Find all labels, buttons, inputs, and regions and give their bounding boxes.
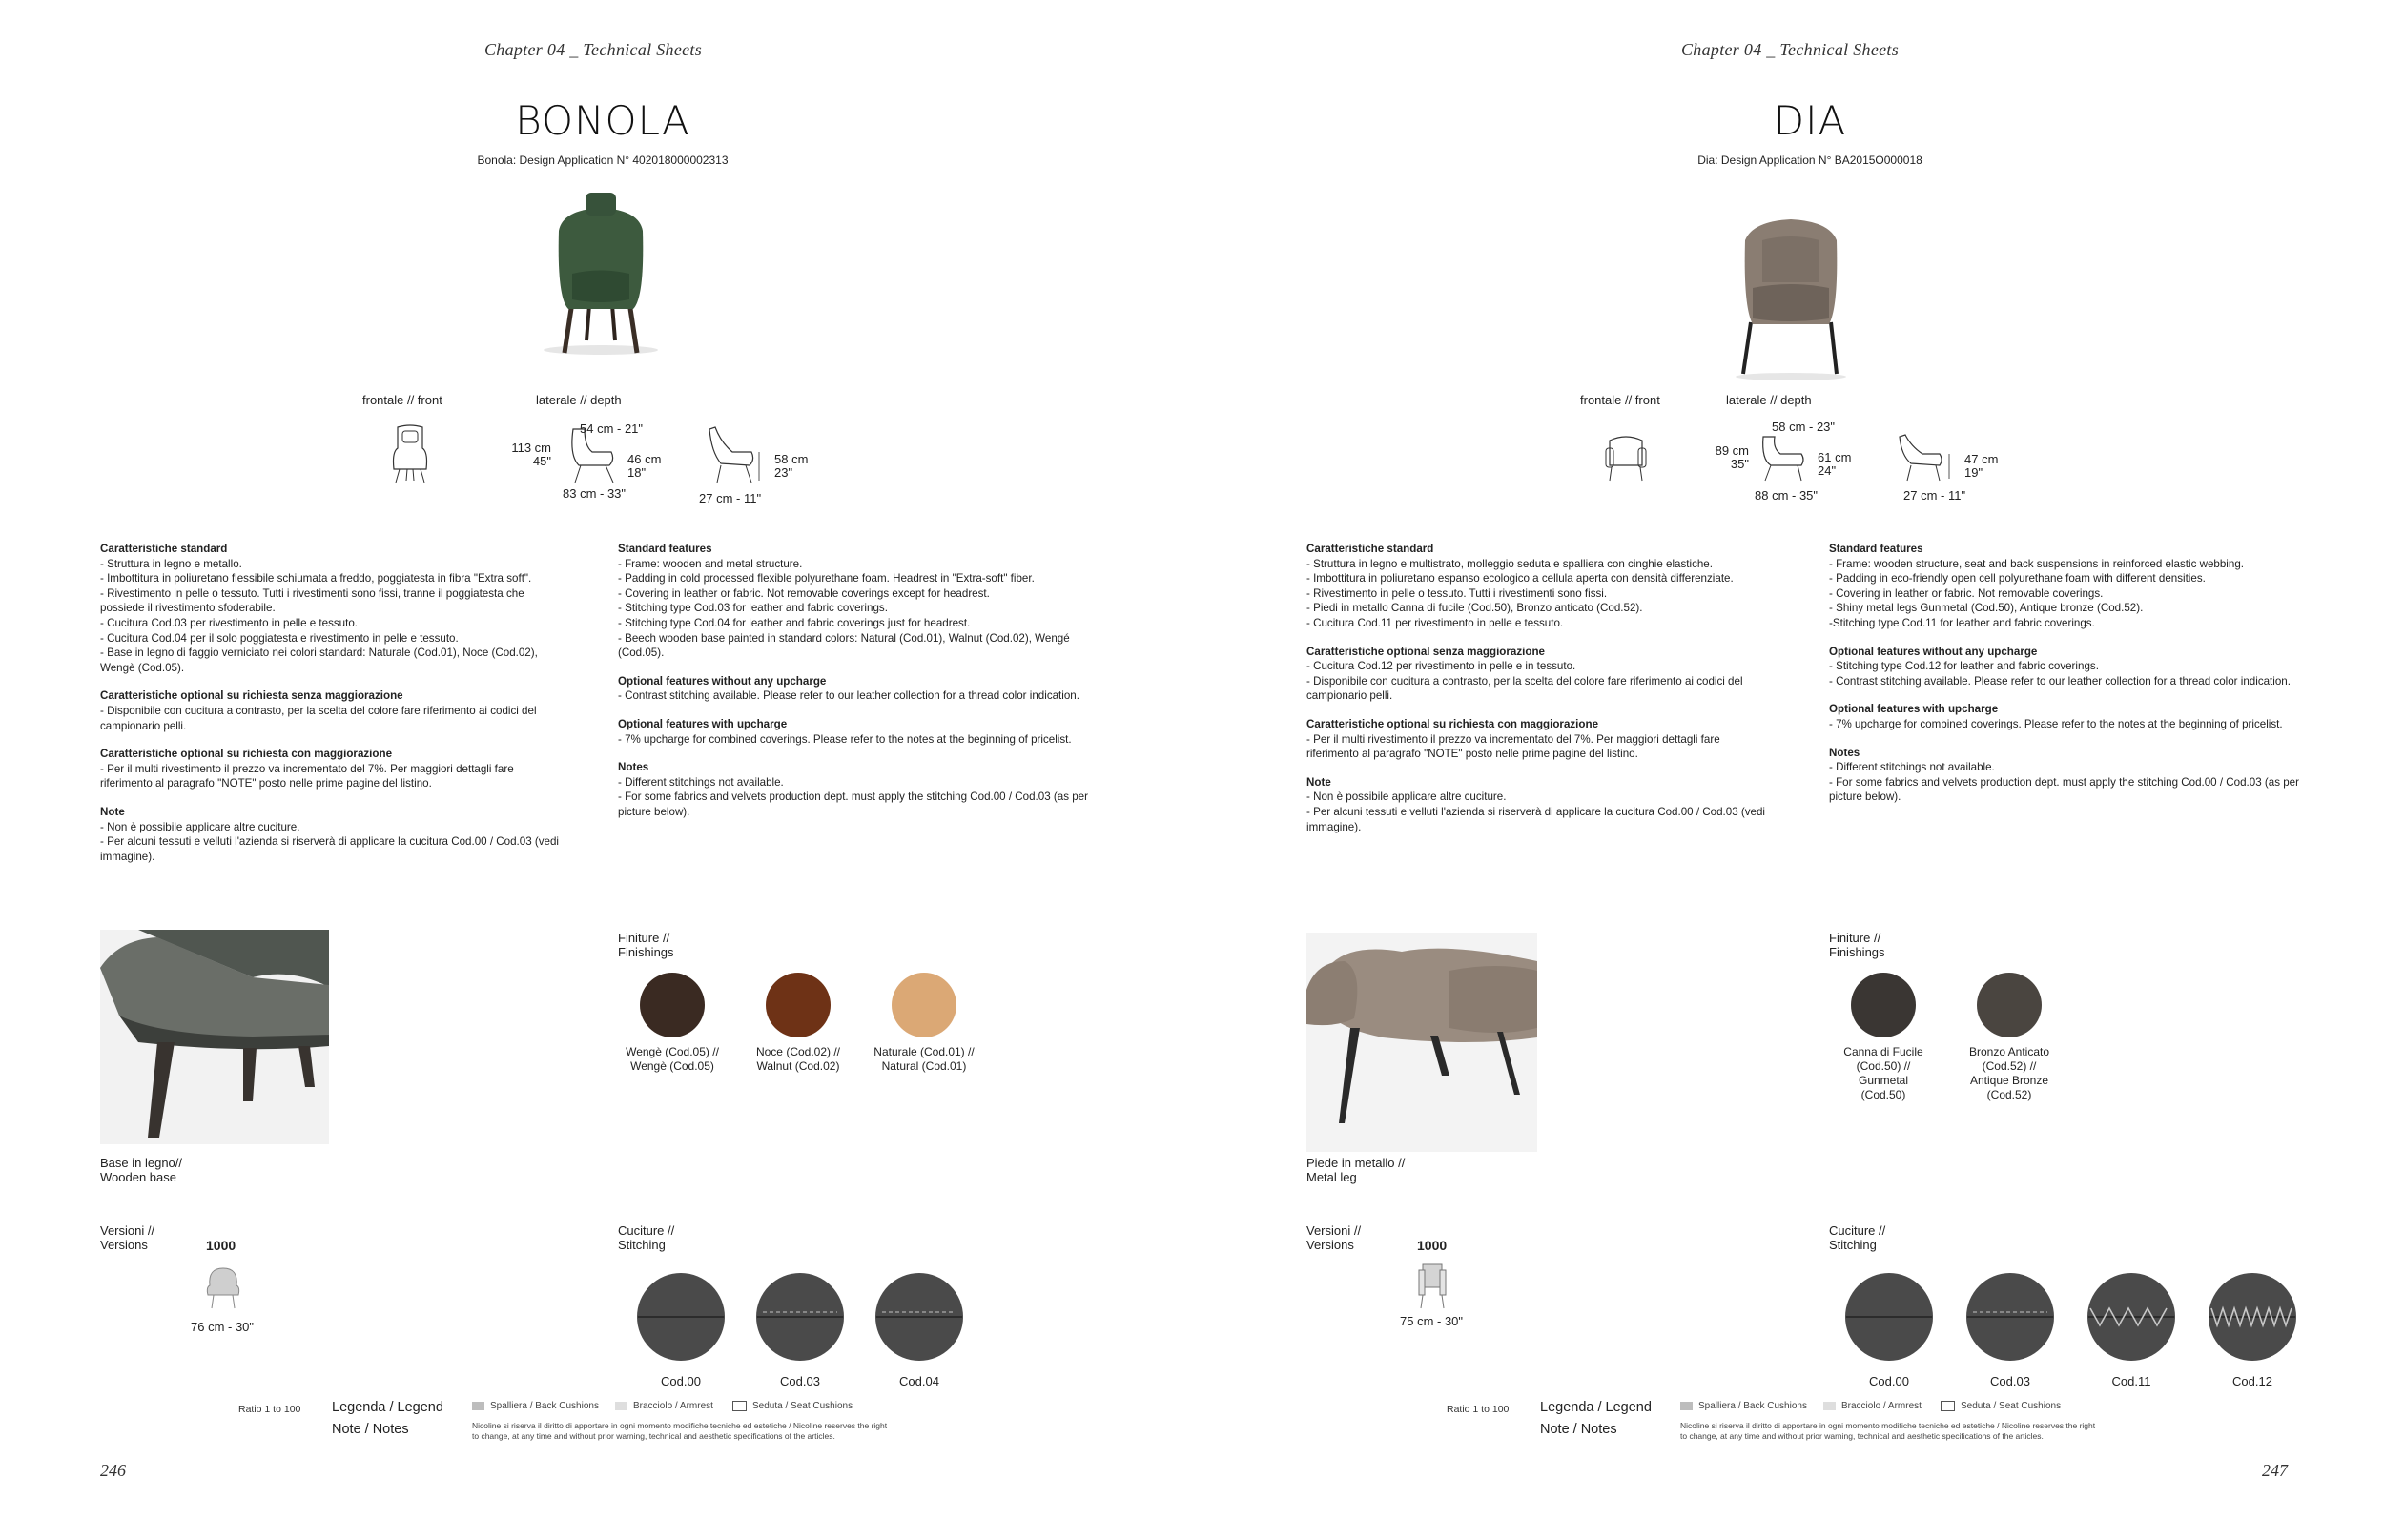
front-view-drawing (386, 423, 434, 486)
legend-arm-text: Bracciolo / Armrest (633, 1401, 713, 1411)
page-number: 246 (100, 1461, 126, 1480)
feature-section (618, 760, 1104, 819)
stitch-label: Cod.00 (1869, 1374, 1909, 1388)
finish-label-line: Wengè (Cod.05) // (626, 1045, 719, 1058)
disclaimer (1680, 1421, 2176, 1442)
feature-section (1829, 702, 2315, 731)
finish-label-line: Canna di Fucile (1843, 1045, 1923, 1058)
dim-height-in: 35" (1730, 457, 1749, 471)
feature-heading: Notes (1829, 746, 1860, 759)
feature-line: -Stitching type Cod.11 for leather and fabric coverings. (1829, 616, 2095, 629)
feature-heading: Caratteristiche optional senza maggiorazione (1306, 645, 1545, 658)
notes-title: Note / Notes (332, 1422, 409, 1437)
legend-seat-swatch (1941, 1401, 1955, 1411)
finish-label-line: (Cod.50) // (1856, 1059, 1911, 1073)
finishings-label-en: Finishings (618, 945, 674, 959)
feature-line: - Beech wooden base painted in standard colors: Natural (Cod.01), Walnut (Cod.02), Wengé (Cod.05). (618, 631, 1070, 660)
feature-line: - Different stitchings not available. (1829, 761, 1995, 774)
finish-label-line: (Cod.52) (1986, 1088, 2032, 1101)
feature-section (100, 688, 567, 733)
finish-label-line: Noce (Cod.02) // (755, 1045, 841, 1058)
stitching-label-it: Cuciture // (1829, 1223, 1886, 1238)
chapter-header: Chapter 04 _ Technical Sheets (484, 40, 703, 59)
feature-line: - Stitching type Cod.03 for leather and fabric coverings. (618, 602, 888, 615)
legend-title: Legenda / Legend (332, 1400, 443, 1415)
feature-line: - Padding in eco-friendly open cell polyurethane foam with different densities. (1829, 572, 2206, 585)
base-label-it: Piede in metallo // (1306, 1156, 1406, 1170)
feature-line: - Padding in cold processed flexible polyurethane foam. Headrest in "Extra-soft" fiber. (618, 572, 1035, 585)
bonola-chair-photo (534, 183, 668, 359)
finish-label-line: Naturale (Cod.01) // (873, 1045, 975, 1058)
feature-section (618, 674, 1104, 704)
feature-line: - Contrast stitching available. Please refer to our leather collection for a thread color indication. (618, 689, 1079, 703)
stitch-swatch (2086, 1272, 2176, 1366)
design-application: Bonola: Design Application N° 402018000002313 (477, 154, 729, 167)
features-en (1829, 542, 2315, 818)
dim-depth: 88 cm - 35" (1755, 488, 1819, 503)
metal-leg-photo (1306, 933, 1537, 1152)
ratio-label: Ratio 1 to 100 (1447, 1404, 1510, 1415)
legend-seat-text: Seduta / Seat Cushions (1961, 1401, 2062, 1412)
dim-arm-height-in: 23" (774, 465, 793, 480)
legend-back-swatch (1680, 1402, 1693, 1410)
feature-line: - Piedi in metallo Canna di fucile (Cod.50), Bronzo anticato (Cod.52). (1306, 602, 1643, 615)
dim-height-in: 45" (532, 454, 551, 468)
finish-swatch (766, 973, 831, 1037)
features-en (618, 542, 1104, 833)
chapter-header: Chapter 04 _ Technical Sheets (1681, 40, 1900, 59)
design-application: Dia: Design Application N° BA2015O000018 (1697, 154, 1922, 167)
feature-heading: Caratteristiche optional su richiesta con maggiorazione (1306, 717, 1599, 730)
finish-swatch (1851, 973, 1916, 1037)
feature-line: - Non è possibile applicare altre cuciture. (100, 820, 300, 833)
feature-heading: Optional features without any upcharge (1829, 645, 2038, 658)
stitch-label: Cod.03 (780, 1374, 820, 1388)
feature-line: - Different stitchings not available. (618, 775, 784, 789)
product-title: BONOLA (515, 97, 690, 144)
recline-view-drawing (1896, 431, 1953, 484)
finish-label (857, 1045, 991, 1074)
stitch-swatch (874, 1272, 964, 1366)
dim-seat-height-in: 24" (1818, 463, 1837, 478)
feature-section (1306, 645, 1774, 704)
dim-seat-height-cm: 46 cm (627, 452, 662, 466)
version-dim: 75 cm - 30" (1400, 1314, 1464, 1328)
feature-line: - Covering in leather or fabric. Not removable coverings. (1829, 586, 2104, 600)
feature-line: - Struttura in legno e multistrato, molleggio seduta e spalliera con cinghie elastiche. (1306, 557, 1713, 570)
finish-label (1942, 1045, 2076, 1102)
legend-seat (1941, 1401, 2061, 1411)
dim-seat-width: 54 cm - 21" (580, 421, 644, 436)
feature-line: - Stitching type Cod.12 for leather and fabric coverings. (1829, 660, 2099, 673)
legend-back (472, 1401, 599, 1411)
feature-line: - For some fabrics and velvets production dept. must apply the stitching Cod.00 / Cod.03 (as per picture below). (618, 791, 1088, 818)
base-label-en: Metal leg (1306, 1170, 1357, 1184)
finish-label-line: (Cod.52) // (1982, 1059, 2037, 1073)
dim-height-cm: 113 cm (511, 441, 551, 455)
feature-line: - Imbottitura in poliuretano flessibile schiumata a freddo, poggiatesta in fibra "Extra soft". (100, 572, 532, 585)
feature-section (618, 542, 1104, 661)
finish-label-line: (Cod.50) (1860, 1088, 1906, 1101)
versions-label-it: Versioni // (100, 1223, 155, 1238)
feature-heading: Standard features (618, 543, 712, 555)
side-view-drawing (1757, 431, 1815, 484)
feature-section (1829, 645, 2315, 689)
feature-heading: Caratteristiche standard (100, 543, 228, 555)
legend-back-text: Spalliera / Back Cushions (490, 1401, 599, 1411)
finish-label-line: Wengè (Cod.05) (630, 1059, 714, 1073)
feature-line: - Contrast stitching available. Please refer to our leather collection for a thread color indication. (1829, 674, 2291, 688)
product-title: DIA (1773, 97, 1847, 144)
feature-section (1829, 542, 2315, 631)
feature-heading: Notes (618, 761, 649, 774)
view-front-label: frontale // front (1580, 393, 1660, 407)
feature-line: - Stitching type Cod.04 for leather and fabric coverings just for headrest. (618, 616, 971, 629)
legend-title: Legenda / Legend (1540, 1400, 1652, 1415)
feature-heading: Standard features (1829, 543, 1923, 555)
versions-label-en: Versions (1306, 1238, 1354, 1252)
feature-line: - Covering in leather or fabric. Not removable coverings except for headrest. (618, 586, 990, 600)
view-front-label: frontale // front (362, 393, 442, 407)
feature-line: - Per il multi rivestimento il prezzo va incrementato del 7%. Per maggiori dettagli fare riferimento al paragrafo "NOTE" posto nelle prime pagine del listino. (1306, 732, 1720, 761)
finish-label (606, 1045, 739, 1074)
version-code: 1000 (206, 1238, 236, 1253)
finish-swatch (892, 973, 956, 1037)
feature-line: - Per alcuni tessuti e velluti l'azienda si riserverà di applicare la cucitura Cod.00 / Cod.03 (vedi immagine). (1306, 805, 1766, 833)
feature-line: - Struttura in legno e metallo. (100, 557, 242, 570)
feature-line: - Per alcuni tessuti e velluti l'azienda si riserverà di applicare la cucitura Cod.00 / Cod.03 (vedi immagine). (100, 835, 560, 863)
version-1000-drawing (1415, 1259, 1449, 1312)
dim-arm-height-cm: 58 cm (774, 452, 809, 466)
dim-seat-height-in: 18" (627, 465, 647, 480)
dia-chair-photo (1724, 202, 1858, 383)
finish-label-line: Walnut (Cod.02) (756, 1059, 840, 1073)
versions-label-en: Versions (100, 1238, 148, 1252)
feature-line: - Cucitura Cod.12 per rivestimento in pelle e in tessuto. (1306, 660, 1576, 673)
legend-seat-text: Seduta / Seat Cushions (752, 1401, 853, 1412)
stitch-swatch (1965, 1272, 2055, 1366)
disclaimer-line-2: to change, at any time and without prior warning, technical and aesthetic specifications of the articles. (472, 1431, 835, 1441)
feature-line: - Disponibile con cucitura a contrasto, per la scelta del colore fare riferimento ai codici del campionario pelli. (100, 704, 537, 732)
disclaimer (472, 1421, 968, 1442)
legend-back-swatch (472, 1402, 484, 1410)
feature-section (100, 747, 567, 791)
feature-line: - Rivestimento in pelle o tessuto. Tutti i rivestimenti sono fissi. (1306, 586, 1608, 600)
stitching-label-en: Stitching (618, 1238, 666, 1252)
finishings-label-it: Finiture // (1829, 931, 1881, 945)
legend-back-text: Spalliera / Back Cushions (1698, 1401, 1807, 1411)
stitch-label: Cod.04 (899, 1374, 939, 1388)
feature-line: - 7% upcharge for combined coverings. Please refer to the notes at the beginning of pricelist. (618, 732, 1072, 746)
base-label-it: Base in legno// (100, 1156, 183, 1170)
base-label-en: Wooden base (100, 1170, 176, 1184)
legend-seat (732, 1401, 853, 1411)
feature-line: - For some fabrics and velvets production dept. must apply the stitching Cod.00 / Cod.03 (as per picture below). (1829, 775, 2299, 804)
versions-label-it: Versioni // (1306, 1223, 1362, 1238)
feature-line: - Frame: wooden and metal structure. (618, 557, 803, 570)
stitch-swatch (755, 1272, 845, 1366)
wooden-base-photo (100, 930, 329, 1144)
feature-line: - Shiny metal legs Gunmetal (Cod.50), Antique bronze (Cod.52). (1829, 602, 2144, 615)
feature-section (1306, 717, 1774, 762)
stitch-swatch (2208, 1272, 2297, 1366)
feature-line: - Cucitura Cod.11 per rivestimento in pelle e tessuto. (1306, 616, 1564, 629)
feature-line: - Base in legno di faggio verniciato nei colori standard: Naturale (Cod.01), Noce (Cod.02), Wengè (Cod.05). (100, 647, 538, 674)
version-dim: 76 cm - 30" (191, 1320, 255, 1334)
finish-label (731, 1045, 865, 1074)
feature-heading: Optional features without any upcharge (618, 674, 827, 688)
dim-seat-height-cm: 61 cm (1818, 450, 1852, 464)
feature-line: - Disponibile con cucitura a contrasto, per la scelta del colore fare riferimento ai codici del campionario pelli. (1306, 674, 1743, 703)
finish-swatch (640, 973, 705, 1037)
feature-heading: Caratteristiche optional su richiesta con maggiorazione (100, 748, 393, 761)
legend-arm (615, 1401, 713, 1411)
ratio-label: Ratio 1 to 100 (238, 1404, 301, 1415)
feature-heading: Optional features with upcharge (618, 717, 788, 730)
dim-recline: 27 cm - 11" (699, 491, 762, 505)
stitch-swatch (636, 1272, 726, 1366)
dim-height-cm: 89 cm (1715, 443, 1749, 458)
recline-view-drawing (706, 423, 763, 486)
finishings-label-en: Finishings (1829, 945, 1885, 959)
dim-arm-height-in: 19" (1964, 465, 1983, 480)
finish-label-line: Bronzo Anticato (1968, 1045, 2050, 1058)
legend-arm-swatch (615, 1402, 627, 1410)
stitch-swatch (1844, 1272, 1934, 1366)
version-code: 1000 (1417, 1238, 1448, 1253)
feature-heading: Optional features with upcharge (1829, 703, 1999, 716)
front-view-drawing (1602, 431, 1650, 484)
feature-line: - Frame: wooden structure, seat and back suspensions in reinforced elastic webbing. (1829, 557, 2244, 570)
page-number: 247 (2262, 1461, 2288, 1480)
feature-line: - Cucitura Cod.03 per rivestimento in pelle e tessuto. (100, 616, 359, 629)
finish-label-line: Natural (Cod.01) (881, 1059, 967, 1073)
dim-arm-height-cm: 47 cm (1964, 452, 1999, 466)
stitch-label: Cod.03 (1990, 1374, 2030, 1388)
stitch-label: Cod.11 (2111, 1374, 2151, 1388)
legend-arm-swatch (1823, 1402, 1836, 1410)
disclaimer-line-2: to change, at any time and without prior warning, technical and aesthetic specifications of the articles. (1680, 1431, 2044, 1441)
feature-section (1306, 775, 1774, 834)
stitch-label: Cod.12 (2232, 1374, 2272, 1388)
disclaimer-line-1: Nicoline si riserva il diritto di apportare in ogni momento modifiche tecniche ed estetiche / Nicoline reserves the right (472, 1421, 888, 1430)
feature-section (100, 805, 567, 864)
feature-section (1306, 542, 1774, 631)
legend-back (1680, 1401, 1807, 1411)
legend-seat-swatch (732, 1401, 747, 1411)
feature-heading: Caratteristiche optional su richiesta senza maggiorazione (100, 689, 403, 703)
finishings-label-it: Finiture // (618, 931, 670, 945)
features-it (100, 542, 567, 877)
feature-heading: Note (1306, 775, 1331, 789)
features-it (1306, 542, 1774, 848)
view-depth-label: laterale // depth (1726, 393, 1812, 407)
legend-arm (1823, 1401, 1922, 1411)
stitching-label-en: Stitching (1829, 1238, 1877, 1252)
dim-depth: 83 cm - 33" (563, 486, 627, 501)
view-depth-label: laterale // depth (536, 393, 622, 407)
finish-label-line: Gunmetal (1858, 1074, 1909, 1087)
finish-swatch (1977, 973, 2042, 1037)
feature-heading: Caratteristiche standard (1306, 543, 1434, 555)
dim-recline: 27 cm - 11" (1903, 488, 1966, 503)
dim-seat-width: 58 cm - 23" (1772, 420, 1836, 434)
version-1000-drawing (204, 1264, 242, 1316)
stitch-label: Cod.00 (661, 1374, 701, 1388)
legend-arm-text: Bracciolo / Armrest (1841, 1401, 1922, 1411)
feature-section (618, 717, 1104, 747)
disclaimer-line-1: Nicoline si riserva il diritto di apportare in ogni momento modifiche tecniche ed estetiche / Nicoline reserves the right (1680, 1421, 2096, 1430)
feature-line: - Cucitura Cod.04 per il solo poggiatesta e rivestimento in pelle e tessuto. (100, 631, 459, 645)
stitching-label-it: Cuciture // (618, 1223, 675, 1238)
feature-section (100, 542, 567, 675)
finish-label-line: Antique Bronze (1969, 1074, 2049, 1087)
feature-line: - 7% upcharge for combined coverings. Please refer to the notes at the beginning of pricelist. (1829, 717, 2283, 730)
feature-line: - Rivestimento in pelle o tessuto. Tutti i rivestimenti sono fissi, tranne il poggiatesta che possiede il rivestimento sfoderabile. (100, 586, 524, 615)
feature-line: - Non è possibile applicare altre cuciture. (1306, 791, 1507, 804)
notes-title: Note / Notes (1540, 1422, 1617, 1437)
feature-section (1829, 746, 2315, 805)
feature-line: - Imbottitura in poliuretano espanso ecologico a cellula aperta con densità differenziate. (1306, 572, 1734, 585)
finish-label (1817, 1045, 1950, 1102)
feature-line: - Per il multi rivestimento il prezzo va incrementato del 7%. Per maggiori dettagli fare riferimento al paragrafo "NOTE" posto nelle prime pagine del listino. (100, 762, 514, 791)
feature-heading: Note (100, 805, 125, 818)
